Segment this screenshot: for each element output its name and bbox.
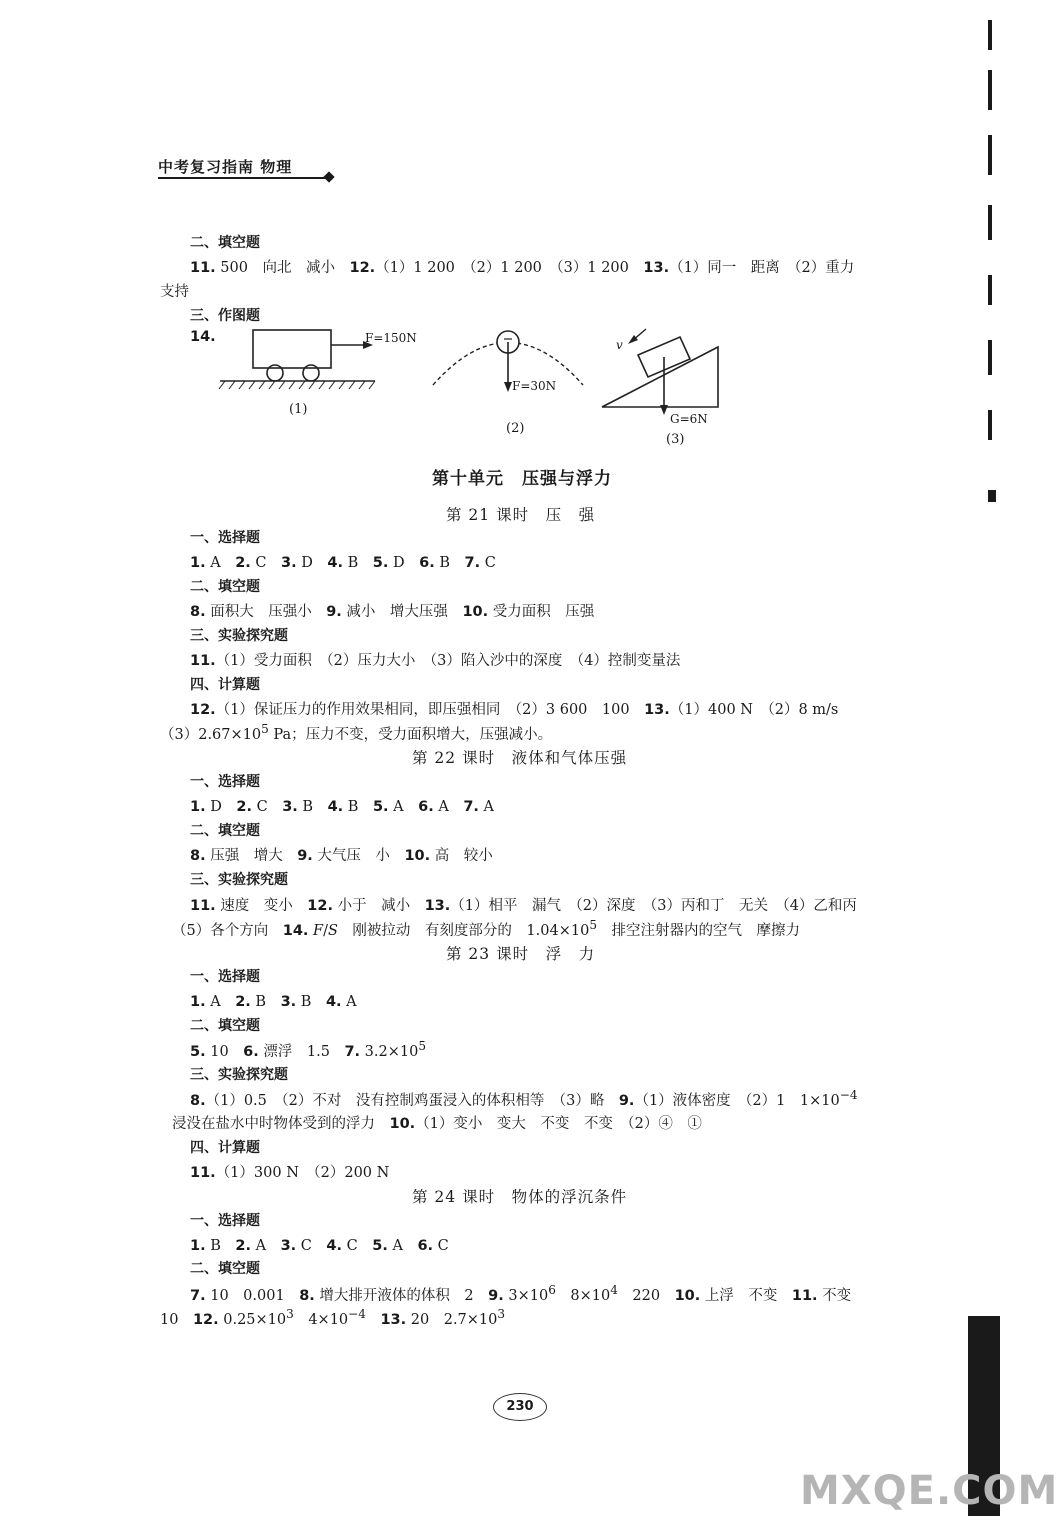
answer-line: 8. 面积大 压强小 9. 减小 增大压强 10. 受力面积 压强 [190, 604, 595, 620]
scan-mark [988, 275, 992, 305]
scan-mark [988, 490, 996, 502]
lesson-title: 第 24 课时 物体的浮沉条件 [412, 1188, 628, 1206]
answer-line: 1. B 2. A 3. C 4. C 5. A 6. C [190, 1238, 449, 1254]
lesson-title: 第 21 课时 压 强 [446, 506, 596, 524]
watermark: MXQE.COM [800, 1468, 1058, 1514]
fig2-caption: (2) [506, 421, 525, 436]
section-calc: 四、计算题 [190, 1140, 260, 1156]
answer-line: 11. 速度 变小 12. 小于 减小 13.（1）相平 漏气 （2）深度 （3）丙和丁 无关 （4）乙和丙 [190, 898, 857, 914]
section-choice: 一、选择题 [190, 530, 260, 546]
answer-line: 11. 500 向北 减小 12.（1）1 200 （2）1 200 （3）1 200 13.（1）同一 距离 （2）重力 [190, 260, 855, 276]
section-choice: 一、选择题 [190, 1213, 260, 1229]
fig1-force-label: F=150N [365, 331, 417, 345]
question-number: 14. [190, 329, 216, 345]
section-fill: 二、填空题 [190, 579, 260, 595]
fig3-velocity-label: v [616, 338, 623, 352]
scan-mark [988, 340, 992, 375]
lesson-title: 第 23 课时 浮 力 [446, 945, 596, 963]
section-experiment: 三、实验探究题 [190, 1067, 288, 1083]
scan-mark [988, 205, 992, 240]
answer-line: 12.（1）保证压力的作用效果相同，即压强相同 （2）3 600 100 13.（1）400 N （2）8 m/s [190, 702, 839, 718]
running-header: 中考复习指南 物理 [158, 158, 293, 176]
section-draw: 三、作图题 [190, 308, 260, 324]
fig1-caption: (1) [289, 402, 308, 417]
answer-line: 8.（1）0.5 （2）不对 没有控制鸡蛋浸入的体积相等 （3）略 9.（1）液体密度 （2）1 $1\times 10^{-4}$ [190, 1088, 858, 1109]
answer-line: 支持 [160, 284, 189, 300]
section-choice: 一、选择题 [190, 969, 260, 985]
answer-line: $(3)2.67\times 10^5$ Pa；压力不变，受力面积增大，压强减小。 [160, 722, 553, 743]
scan-mark [988, 20, 992, 50]
answer-line: 1. A 2. B 3. B 4. A [190, 994, 357, 1010]
answer-line: （5）各个方向 14. F/S 刚被拉动 有刻度部分的 $1.04\times 10^5$ 排空注射器内的空气 摩擦力 [172, 918, 800, 939]
answer-line: 10 12. $0.25\times 10^3$ $4\times 10^{-4}$ 13. 20 $2.7\times 10^3$ [160, 1307, 506, 1328]
fig2-force-label: F=30N [512, 379, 557, 393]
fig3-caption: (3) [666, 432, 685, 447]
answer-line: 7. 10 0.001 8. 增大排开液体的体积 2 9. $3\times 10^6$ $8\times 10^4$ 220 10. 上浮 不变 11. 不变 [190, 1283, 852, 1304]
header-rule [158, 177, 328, 179]
answer-line: 11.（1）受力面积 （2）压力大小 （3）陷入沙中的深度 （4）控制变量法 [190, 653, 681, 669]
answer-line: 8. 压强 增大 9. 大气压 小 10. 高 较小 [190, 848, 493, 864]
answer-line: 5. 10 6. 漂浮 1.5 7. $3.2\times 10^5$ [190, 1039, 427, 1060]
section-fill: 二、填空题 [190, 823, 260, 839]
figure-cart [215, 325, 425, 425]
answer-line: 浸没在盐水中时物体受到的浮力 10.（1）变小 变大 不变 不变 （2）④ ① [172, 1116, 702, 1132]
scan-mark [988, 410, 992, 440]
section-choice: 一、选择题 [190, 774, 260, 790]
scan-mark [988, 70, 992, 110]
answer-line: 1. A 2. C 3. D 4. B 5. D 6. B 7. C [190, 555, 496, 571]
section-fill: 二、填空题 [190, 235, 260, 251]
answer-line: 11.（1）300 N （2）200 N [190, 1165, 390, 1181]
section-fill: 二、填空题 [190, 1261, 260, 1277]
unit-title: 第十单元 压强与浮力 [432, 469, 612, 489]
header-diamond-icon [323, 171, 334, 182]
page-number: 230 [493, 1393, 547, 1421]
figure-incline [598, 325, 728, 450]
lesson-title: 第 22 课时 液体和气体压强 [412, 749, 628, 767]
section-calc: 四、计算题 [190, 677, 260, 693]
section-experiment: 三、实验探究题 [190, 628, 288, 644]
section-experiment: 三、实验探究题 [190, 872, 288, 888]
answer-line: 1. D 2. C 3. B 4. B 5. A 6. A 7. A [190, 799, 495, 815]
fig3-weight-label: G=6N [670, 412, 708, 426]
section-fill: 二、填空题 [190, 1018, 260, 1034]
figure-projectile [428, 320, 598, 440]
scan-mark [988, 135, 992, 175]
